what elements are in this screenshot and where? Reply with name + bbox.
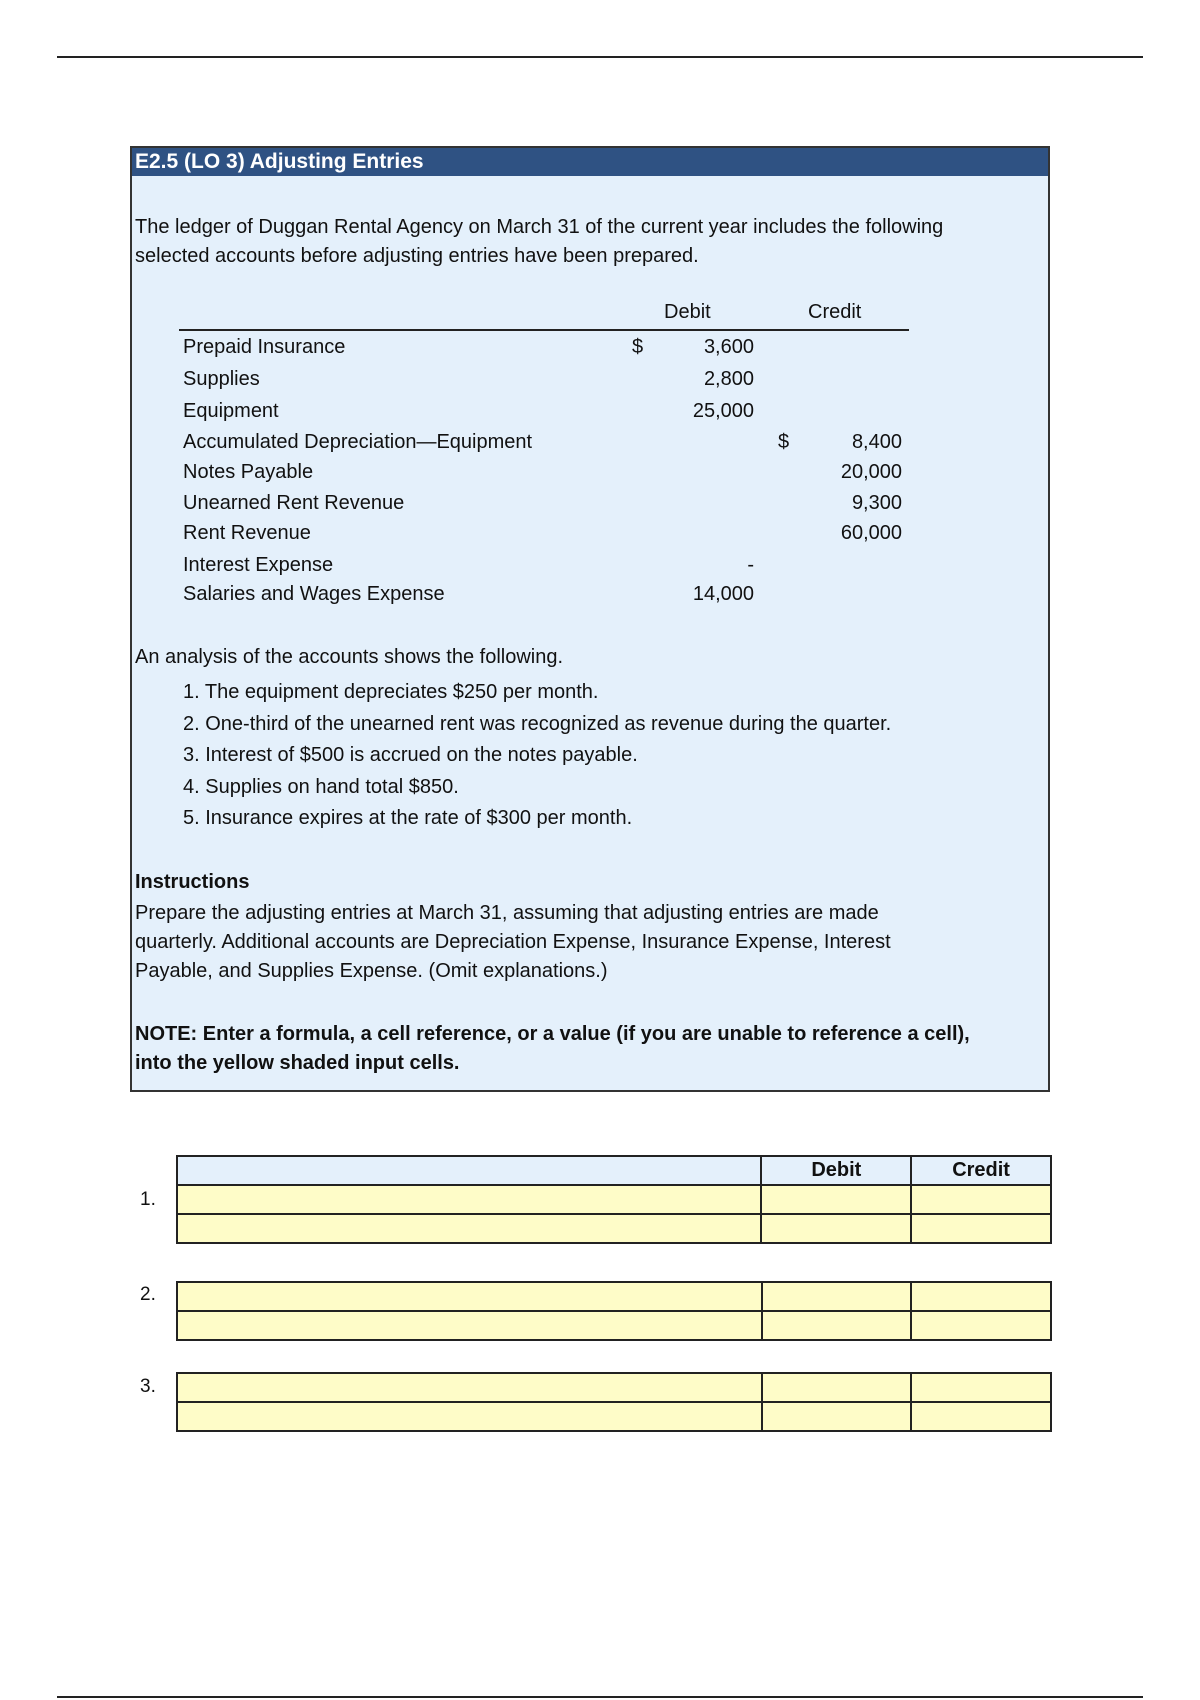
ledger-debit-header: Debit <box>664 301 711 323</box>
account-input-cell[interactable] <box>177 1185 761 1214</box>
ledger-row <box>132 579 1052 609</box>
debit-input-cell[interactable] <box>761 1185 911 1214</box>
entry-row <box>177 1214 1051 1243</box>
analysis-item: 3. Interest of $500 is accrued on the notes payable. <box>183 744 638 766</box>
ledger-row <box>132 364 1052 394</box>
top-rule <box>57 56 1143 58</box>
credit-input-cell[interactable] <box>911 1311 1051 1340</box>
ledger-credit-sign: $ <box>778 431 790 453</box>
ledger-row <box>132 396 1052 426</box>
credit-input-cell[interactable] <box>911 1282 1051 1311</box>
instructions-title: Instructions <box>135 871 250 893</box>
analysis-item: 1. The equipment depreciates $250 per month. <box>183 681 599 703</box>
entry-header-account <box>177 1156 761 1185</box>
entry-row <box>177 1311 1051 1340</box>
analysis-item: 4. Supplies on hand total $850. <box>183 775 459 798</box>
instructions-text: Prepare the adjusting entries at March 31, assuming that adjusting entries are made quarterly. Additional accounts are Depreciation Expense, Insurance Expense, Interest Payable, and Supplies Expense. (Omit explanations.) <box>135 902 891 982</box>
ledger-account: Rent Revenue <box>183 522 311 544</box>
analysis-lead: An analysis of the accounts shows the following. <box>135 646 564 668</box>
ledger-credit-value: 9,300 <box>851 492 902 514</box>
analysis-list <box>183 677 891 835</box>
ledger-account: Prepaid Insurance <box>183 336 346 358</box>
ledger-account: Equipment <box>183 400 279 422</box>
account-input-cell[interactable] <box>177 1282 762 1311</box>
analysis-item: 2. One-third of the unearned rent was recognized as revenue during the quarter. <box>183 712 892 735</box>
ledger-debit-value: 25,000 <box>692 400 754 422</box>
credit-input-cell[interactable] <box>911 1402 1051 1431</box>
entry-table-2 <box>176 1281 1052 1341</box>
entry-header-debit: Debit <box>761 1156 911 1185</box>
ledger-account: Accumulated Depreciation—Equipment <box>183 431 533 453</box>
ledger-credit-header: Credit <box>808 301 862 323</box>
debit-input-cell[interactable] <box>761 1214 911 1243</box>
ledger-header-rule <box>179 329 909 331</box>
bottom-rule <box>57 1696 1143 1698</box>
ledger-account: Unearned Rent Revenue <box>183 492 405 514</box>
entry-number-3: 3. <box>140 1376 156 1397</box>
entry-header-credit: Credit <box>911 1156 1051 1185</box>
debit-input-cell[interactable] <box>762 1402 912 1431</box>
entry-table-1 <box>176 1155 1052 1244</box>
ledger-debit-value: 3,600 <box>703 336 754 358</box>
ledger-account: Supplies <box>183 368 260 390</box>
problem-title: E2.5 (LO 3) Adjusting Entries <box>132 148 1048 176</box>
ledger-credit-value: 60,000 <box>840 522 902 544</box>
entry-number-2: 2. <box>140 1284 156 1305</box>
entry-table-3 <box>176 1372 1052 1432</box>
debit-input-cell[interactable] <box>762 1311 912 1340</box>
analysis-item: 5. Insurance expires at the rate of $300 per month. <box>183 807 633 829</box>
problem-panel <box>130 146 1050 1092</box>
entry-row <box>177 1373 1051 1402</box>
credit-input-cell[interactable] <box>911 1373 1051 1402</box>
ledger-debit-sign: $ <box>632 336 644 358</box>
ledger-row <box>132 457 1052 487</box>
debit-input-cell[interactable] <box>762 1282 912 1311</box>
ledger-credit-value: 8,400 <box>851 431 902 453</box>
ledger-debit-value: - <box>747 554 754 576</box>
ledger-row <box>132 550 1052 580</box>
ledger-row <box>132 332 1052 362</box>
ledger-row <box>132 427 1052 457</box>
ledger-row <box>132 518 1052 548</box>
ledger-credit-value: 20,000 <box>840 461 902 483</box>
entry-number-1: 1. <box>140 1189 156 1210</box>
entry-row <box>177 1185 1051 1214</box>
account-input-cell[interactable] <box>177 1402 762 1431</box>
entry-header-row <box>177 1156 1051 1185</box>
debit-input-cell[interactable] <box>762 1373 912 1402</box>
entry-row <box>177 1282 1051 1311</box>
ledger-debit-value: 14,000 <box>692 583 754 605</box>
ledger-row <box>132 488 1052 518</box>
ledger-account: Salaries and Wages Expense <box>183 583 445 605</box>
note-text: NOTE: Enter a formula, a cell reference, or a value (if you are unable to reference a cell), into the yellow shaded input cells. <box>135 1023 970 1074</box>
ledger-table <box>132 298 1052 618</box>
ledger-account: Notes Payable <box>183 461 314 483</box>
credit-input-cell[interactable] <box>911 1214 1051 1243</box>
account-input-cell[interactable] <box>177 1373 762 1402</box>
ledger-debit-value: 2,800 <box>703 368 754 390</box>
ledger-account: Interest Expense <box>183 554 334 576</box>
account-input-cell[interactable] <box>177 1311 762 1340</box>
intro-text: The ledger of Duggan Rental Agency on March 31 of the current year includes the following selected accounts before adjusting entries have been prepared. <box>135 216 944 267</box>
credit-input-cell[interactable] <box>911 1185 1051 1214</box>
entry-row <box>177 1402 1051 1431</box>
account-input-cell[interactable] <box>177 1214 761 1243</box>
